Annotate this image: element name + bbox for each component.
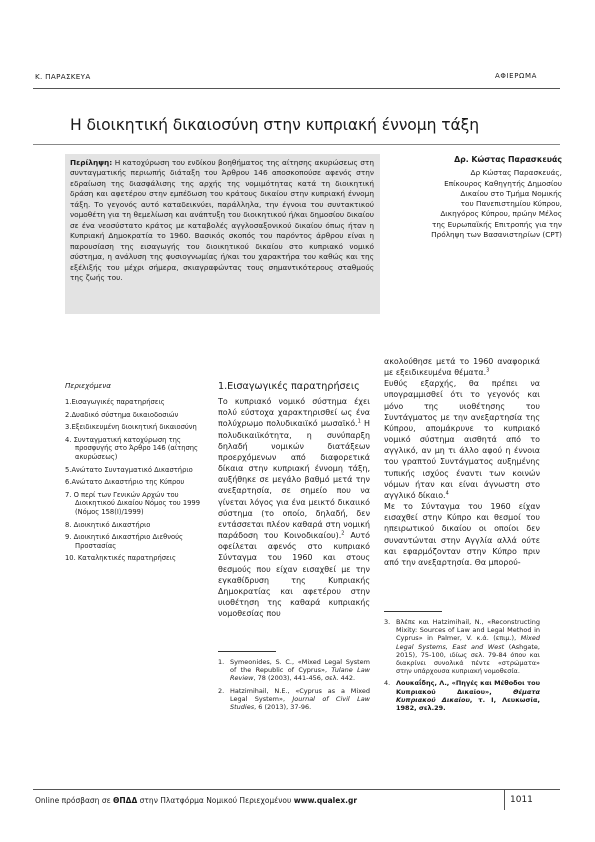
toc-item: 5.Ανώτατο Συνταγματικό Δικαστήριο — [65, 465, 193, 474]
abstract-text: Η κατοχύρωση του ενδίκου βοηθήματος της αίτησης ακυρώσεως στη συνταγματικής περιωπής διάταξη του Άρθρου 146 αποσκοπούσε αφενός στην εδραίωση της διασφάλισης της αρχής της νομιμότητας κατά τη διοικητική δράση και αφετέρου στην εμπέδωση του κράτους δικαίου στην κυπριακή έννομη τάξη. Το γεγονός αυτό καταδεικνύει, παράλληλα, την έγνοια του συντακτικού νομοθέτη για τη θεμελίωση και ανάπτυξη του διοικητικού ή/και δημοσίου δικαίου σε ένα νεοσύστατο κράτος με καταβολές αγγλοσαξονικού δικαίου όπως ήταν η Κυπριακή Δημοκρατία το 1960. Βασικός σκοπός του παρόντος άρθρου είναι η παρουσίαση της εισαγωγής του διοικητικού δικαίου στο κυπριακό νομικό σύστημα, η ανάλυση της φυσιογνωμίας ή/και του χαρακτήρα του καθώς και της εξέλιξής του μέχρι σήμερα, σκιαγραφώντας τους σημαντικότερους σταθμούς της ζωής του. — [70, 158, 375, 282]
table-of-contents — [65, 381, 200, 567]
footnote-text — [396, 618, 540, 675]
footnote-book-title: Θέματα Κυπριακού Δικαίου — [396, 687, 540, 704]
footer-divider — [33, 789, 560, 790]
footnote-journal: Tulane Law Review — [230, 666, 370, 683]
toc-item: 10. Καταληκτικές παρατηρήσεις — [65, 554, 176, 563]
footnote-text-part: (Ashgate, 2015), 75-100, ιδίως σελ. 79-84 όπου και διακρίνει συνολικά πέντε «στρώματα» στην υπάρχουσα κυπριακή νομοθεσία. — [396, 642, 541, 676]
page-number-divider — [504, 790, 505, 810]
body-text: Αυτό οφείλεται αφενός στο κυπριακό Σύνταγμα του 1960 και στους θεσμούς που είχαν εισαχθεί με την εγκαθίδρυση της Κυπριακής Δημοκρατίας και αφετέρου στην υιοθέτηση της καθαρά κυπριακής νομοθεσίας που — [218, 531, 370, 619]
footnotes-left — [218, 651, 370, 711]
toc-item: 6.Ανώτατο Δικαστήριο της Κύπρου — [65, 478, 185, 487]
footnote-number: 3. — [384, 618, 391, 626]
footnote-text — [230, 658, 370, 683]
author-affiliation-line: Δικηγόρος Κύπρου, πρώην Μέλος — [440, 209, 562, 219]
body-text: ακολούθησε μετά το 1960 αναφορικά με εξειδικευμένα θέματα. — [384, 357, 540, 378]
running-header-section: ΑΦΙΕΡΩΜΑ — [495, 72, 537, 80]
footnote-text-part: Λουκαΐδης, Λ., «Πηγές και Μέθοδοι του Κυπριακού Δικαίου», — [396, 679, 540, 696]
author-affiliation-line: Πρόληψη των Βασανιστηρίων (CPT) — [431, 230, 562, 240]
toc-item: 8. Διοικητικό Δικαστήριο — [65, 520, 151, 529]
footnote-text — [396, 679, 540, 712]
body-column-left — [218, 381, 370, 619]
author-affiliation-line: Επίκουρος Καθηγητής Δημοσίου — [444, 178, 562, 188]
body-paragraph — [384, 378, 540, 501]
footnotes-right — [384, 611, 540, 712]
toc-item: 4. Συνταγματική κατοχύρωση της προσφυγής στο Άρθρο 146 (αίτησης ακυρώσεως) — [65, 435, 199, 461]
toc-title: Περιεχόμενα — [65, 381, 112, 390]
abstract-label: Περίληψη: — [70, 158, 113, 167]
body-text: Η πολυδικαιϊκότητα, η συνύπαρξη δηλαδή νομικών διατάξεων προερχόμενων από διαφορετικά δίκαια στην κυπριακή έννομη τάξη, αυξήθηκε σε μεγάλο βαθμό μετά την ανεξαρτησία, σε σημείο που να γίνεται λόγος για ένα μεικτό δικαιικό σύστημα (το οποίο, δηλαδή, δεν εντάσσεται πλέον καθαρά στη νομική παράδοση του Κοινοδικαίου). — [218, 419, 370, 541]
author-affiliation-line: του Πανεπιστημίου Κύπρου, — [460, 199, 562, 209]
footnote-ref: 1 — [357, 418, 361, 425]
toc-list — [65, 398, 200, 563]
footer-website-link[interactable]: www.qualex.gr — [293, 796, 358, 805]
body-paragraph — [384, 501, 540, 568]
footer-journal-abbrev: ΘΠΔΔ — [113, 796, 138, 805]
footnote-divider — [384, 611, 442, 612]
body-text: Ευθύς εξαρχής, θα πρέπει να υπογραμμισθεί ότι το γεγονός και μόνο της υιοθέτησης του Συντάγματος με την ανεξαρτησία της Κύπρου, απομάκρυνε το κυπριακό νομικό σύστημα αισθητά από το αγγλικό, αν μη τι άλλο αφού η έννοια του γραπτού Συντάγματος αυξημένης τυπικής ισχύος έναντι των κοινών νόμων ήταν και είναι άγνωστη στο αγγλικό δίκαιο. — [384, 379, 540, 500]
footnote — [384, 679, 540, 712]
author-affiliation-line: Δρ Κώστας Παρασκευάς, — [470, 168, 562, 178]
author-affiliation-line: Δικαίου στο Τμήμα Νομικής — [460, 188, 562, 198]
abstract-box — [65, 154, 380, 314]
footnote-text-part: Βλέπε και Hatzimihail, N., «Reconstructing Mixity: Sources of Law and Legal Method in Cyprus» in Palmer, V. κ.ά. (επιμ.), — [396, 618, 540, 643]
author-affiliation-line: της Ευρωπαϊκής Επιτροπής για την — [432, 219, 562, 229]
footnote-text — [230, 687, 370, 712]
footnote-ref: 4 — [445, 490, 449, 497]
footnote-text-part: Symeonides, S. C., «Mixed Legal System of the Republic of Cyprus», — [230, 658, 370, 675]
author-block — [392, 155, 562, 240]
toc-item: 2.Δυαδικό σύστημα δικαιοδοσιών — [65, 410, 179, 419]
footnote — [384, 618, 540, 675]
footnote-number: 4. — [384, 679, 391, 688]
title-divider — [33, 144, 560, 145]
footnote-text-part: , 6 (2013), 37-96. — [254, 703, 312, 712]
toc-item: 1.Εισαγωγικές παρατηρήσεις — [65, 398, 165, 406]
footnote-journal: Journal of Civil Law Studies — [230, 694, 370, 712]
running-header-author: Κ. ΠΑΡΑΣΚΕΥΑ — [35, 72, 91, 81]
footnote — [218, 687, 370, 712]
body-column-right — [384, 356, 540, 568]
footnote-number: 1. — [218, 658, 225, 666]
header-divider — [33, 88, 560, 89]
footnote-number: 2. — [218, 686, 225, 695]
body-paragraph — [218, 396, 370, 619]
body-paragraph — [384, 356, 540, 378]
footnote-text-part: , 78 (2003), 441-456, σελ. 442. — [253, 674, 356, 683]
toc-item: 3.Εξειδικευμένη διοικητική δικαιοσύνη — [65, 423, 197, 432]
article-title: Η διοικητική δικαιοσύνη στην κυπριακή έννομη τάξη — [70, 116, 480, 134]
toc-item: 9. Διοικητικό Δικαστήριο Διεθνούς Προστασίας — [65, 533, 183, 550]
footnote-ref: 3 — [486, 367, 490, 374]
section-heading: 1.Εισαγωγικές παρατηρήσεις — [218, 381, 360, 392]
footer-text-part: στην Πλατφόρμα Νομικού Περιεχομένου — [137, 796, 294, 805]
body-text: Με το Σύνταγμα του 1960 είχαν εισαχθεί στην Κύπρο και θεσμοί του ηπειρωτικού δικαίου οι οποίοι δεν συναντώνται στην Αγγλία αλλά ούτε και εφαρμόζονταν στην Κύπρο πριν από την ανεξαρτησία. Θα μπορού- — [384, 502, 540, 567]
footnote-text-part: , τ. Ι, Λευκωσία, 1982, σελ.29. — [396, 695, 540, 713]
footnote-text-part: Hatzimihail, N.E., «Cyprus as a Mixed Legal System», — [230, 686, 370, 703]
author-name: Δρ. Κώστας Παρασκευάς — [454, 155, 562, 164]
footnote — [218, 658, 370, 683]
abstract-paragraph — [65, 154, 380, 283]
footnote-book-title: Mixed Legal Systems, East and West — [396, 634, 540, 651]
toc-item: 7. Ο περί των Γενικών Αρχών του Διοικητικού Δικαίου Νόμος του 1999 (Νόμος 158(Ι)/1999) — [65, 490, 201, 516]
footnote-divider — [218, 651, 276, 652]
footer-text — [35, 796, 357, 805]
footnote-ref: 2 — [341, 530, 345, 537]
body-text: Το κυπριακό νομικό σύστημα έχει πολύ εύστοχα χαρακτηρισθεί ως ένα πολύχρωμο πολυδικαιϊκό μωσαϊκό. — [218, 397, 370, 429]
page-number: 1011 — [510, 795, 533, 805]
footer-text-part: Online πρόσβαση σε — [35, 796, 114, 805]
